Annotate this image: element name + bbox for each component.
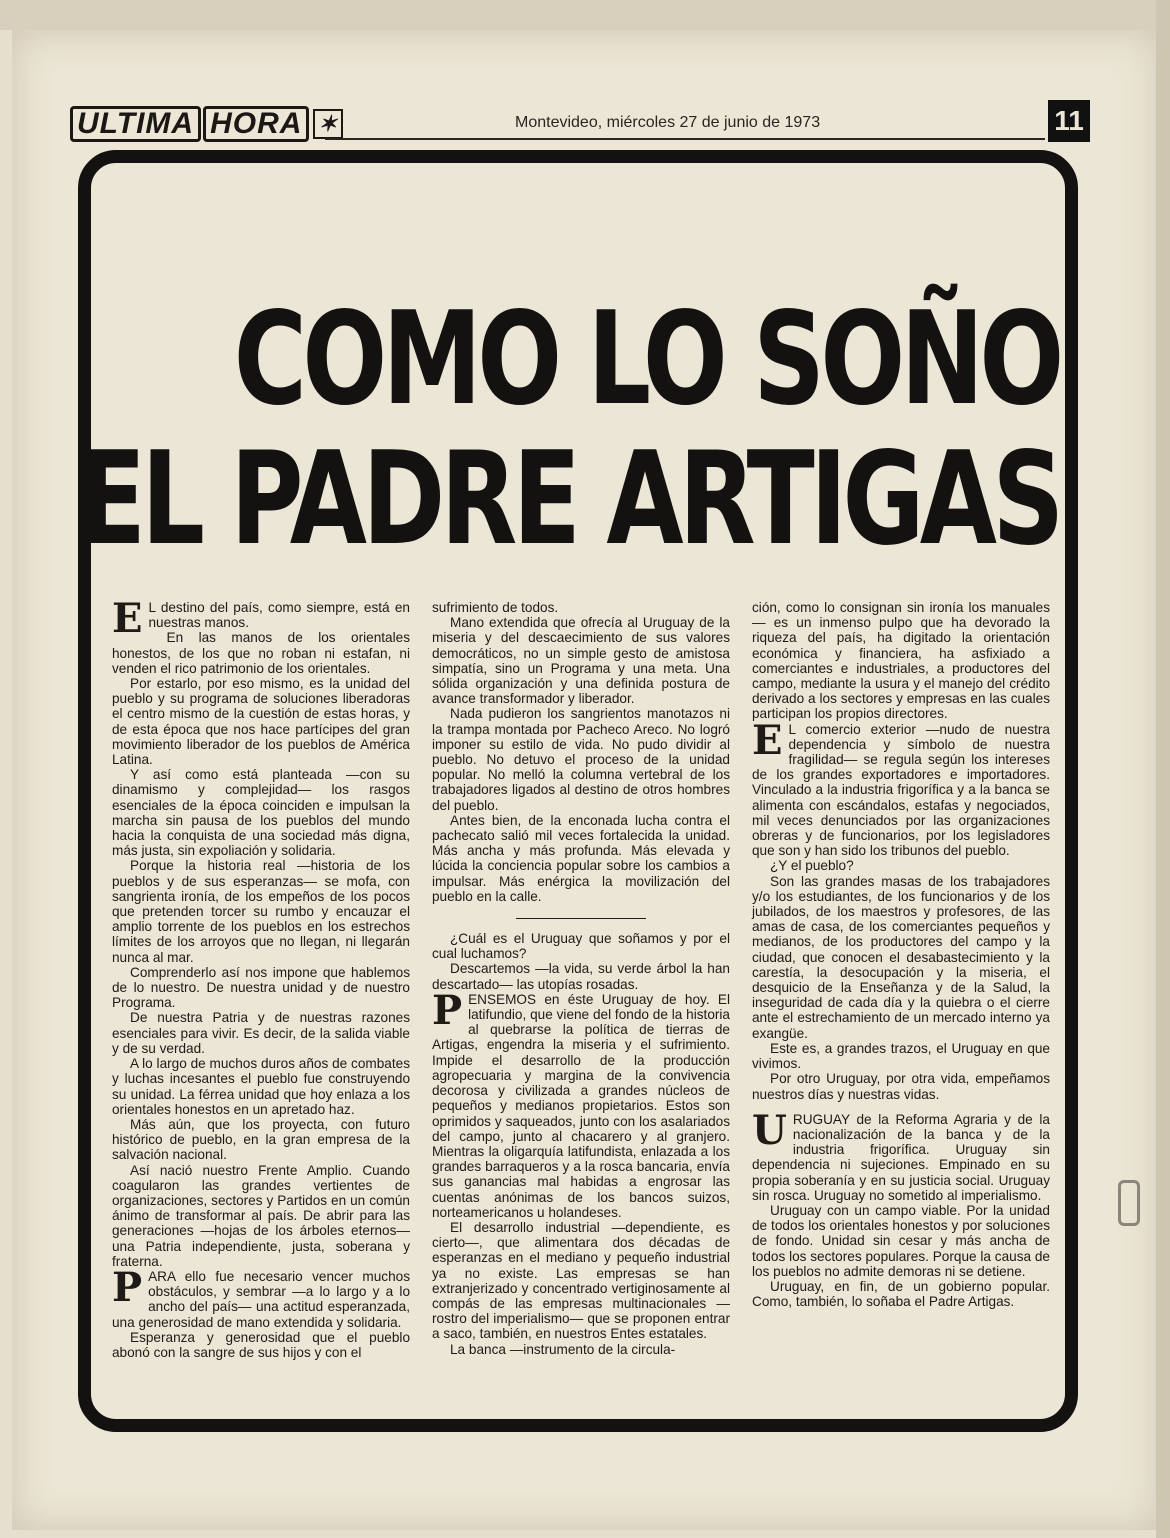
paragraph: Esperanza y generosidad que el pueblo abonó con la sangre de sus hijos y con el: [112, 1329, 410, 1360]
section-separator: [516, 918, 646, 919]
logo-star-icon: ✶: [313, 109, 342, 139]
page-number: 11: [1048, 100, 1090, 142]
paragraph: Porque la historia real —historia de los pueblos y de sus esperanzas— se mofa, con sangrienta ironía, de los empeños de los pocos que pretenden torcer su rumbo y encauzar el amplio torrente de los pueblos en los estrechos límites de los arroyos que no llegan, ni llegarán nunca al mar.: [112, 858, 410, 965]
paragraph: ¿Cuál es el Uruguay que soñamos y por el cual luchamos?: [432, 931, 730, 962]
paragraph: [432, 986, 730, 1220]
logo-word-hora: HORA: [203, 106, 309, 142]
column-1: [112, 595, 410, 1400]
paragraph: [112, 1263, 410, 1330]
article-body: [112, 595, 1052, 1400]
drop-cap: P: [432, 986, 463, 1034]
paragraph: Antes bien, de la enconada lucha contra el pachecato salió mil veces fortalecida la unidad. Más ancha y más profunda. Más elevada y lúcida la conciencia popular sobre los cambios a impulsar. Más enérgica la movilización del pueblo en la calle.: [432, 812, 730, 904]
paragraph: Son las grandes masas de los trabajadores y/o los estudiantes, de los funcionarios y de los jubilados, de los maestros y profesores, de las amas de casa, de los comerciantes pequeños y medianos, de los productores del campo y la ciudad, que conocen el desabastecimiento y la carestía, la desocupación y la miseria, el desquicio de la Enseñanza y de la Salud, la inseguridad de cada día y la quiebra o el cierre ante el estrechamiento de un mercado interno ya exangüe.: [752, 873, 1050, 1041]
paragraph: Mano extendida que ofrecía al Uruguay de la miseria y del descaecimiento de sus valores democráticos, no un simple gesto de amistosa simpatía, sino un Programa y una meta. Una sólida organización y una definida postura de avance transformador y liberador.: [432, 615, 730, 707]
headline-line-2: EL PADRE ARTIGAS: [78, 425, 1060, 574]
column-3: [752, 600, 1050, 1400]
paper-right-edge: [1156, 0, 1170, 1538]
paragraph: [752, 1106, 1050, 1203]
paragraph: Uruguay con un campo viable. Por la unidad de todos los orientales honestos y por soluciones de fondo. Unidad sin cesar y más ancha de todos los sectores populares. Porque la causa de los pueblos no admite demoras ni se detiene.: [752, 1202, 1050, 1279]
masthead: [70, 100, 1090, 146]
paragraph: Y así como está planteada —con su dinamismo y complejidad— los rasgos esenciales de la época coinciden e impulsan la marcha sin pausa de los pueblos del mundo hacia la conquista de una sociedad más digna, más justa, sin expoliación y solidaria.: [112, 767, 410, 859]
paragraph: sufrimiento de todos.: [432, 600, 559, 615]
headline: [78, 285, 1060, 574]
paragraph: A lo largo de muchos duros años de combates y luchas incesantes el pueblo fue construyendo su unidad. La férrea unidad que hoy enlaza a los orientales honestos en un apretado haz.: [112, 1056, 410, 1117]
newspaper-logo: [70, 106, 343, 142]
drop-cap: P: [112, 1263, 143, 1311]
drop-cap: E: [752, 716, 783, 764]
paragraph: Más aún, que los proyecta, con futuro histórico de pueblo, en la gran empresa de la salvación nacional.: [112, 1116, 410, 1163]
paragraph: Descartemos —la vida, su verde árbol la han descartado— las utopías rosadas.: [432, 961, 730, 992]
masthead-rule: [325, 138, 1045, 140]
paper-top-edge: [0, 0, 1170, 30]
paragraph: Este es, a grandes trazos, el Uruguay en que vivimos.: [752, 1040, 1050, 1072]
column-2: [432, 600, 730, 1400]
paragraph: El desarrollo industrial —dependiente, es cierto—, que alimentara dos décadas de esperanzas en el mediano y pequeño industrial ya no existe. Las empresas se han extranjerizado y concentrado vertiginosamente al compás de las empresas multinacionales —rostro del imperialismo— que se proponen entrar a saco, también, en nuestros Entes estatales.: [432, 1219, 730, 1342]
drop-cap: U: [752, 1106, 787, 1154]
paragraph: Uruguay, en fin, de un gobierno popular. Como, también, lo soñaba el Padre Artigas.: [752, 1278, 1050, 1310]
paragraph: Por estarlo, por eso mismo, es la unidad del pueblo y su programa de soluciones liberadoras el centro mismo de la cuestión de estas horas, y de esta época que nos hace partícipes del gran movimiento liberador de los pueblos de América Latina.: [112, 676, 410, 768]
paragraph-text: ENSEMOS en éste Uruguay de hoy. El latifundio, que viene del fondo de la historia al quebrarse la política de tierras de Artigas, engendra la miseria y el sufrimiento. Impide el desarrollo de la producción agropecuaria y margina de la convivencia decorosa y civilizada a grandes núcleos de pequeños y medianos propietarios. Estos son oprimidos y saqueados, junto con los asalariados del campo, junto al chacarero y al granjero. Mientras la oligarquía latifundista, enlazada a los grandes barraqueros y a la rosca bancaria, envía sus ganancias mal habidas a engrosar las cuentas anónimas de los bancos suizos, norteamericanos u holandeses.: [432, 991, 730, 1220]
paragraph: [752, 716, 1050, 859]
paragraph: La banca —instrumento de la circula-: [450, 1341, 676, 1357]
paragraph-text: L comercio exterior —nudo de nuestra dependencia y símbolo de nuestra fragilidad— se regula según los intereses de los grandes exportadores e importadores. Vinculado a la industria frigorífica y a la banca se alimenta con escándalos, estafas y negociados, mil veces denunciados por las organizaciones obreras y de funcionarios, por los legisladores que son y han sido los tribunos del pueblo.: [752, 721, 1050, 859]
paragraph: [112, 595, 410, 642]
paragraph-text: ARA ello fue necesario vencer muchos obstáculos, y sembrar —a lo largo y a lo ancho del país— una actitud esperanzada, una generosidad de mano extendida y solidaria.: [112, 1268, 410, 1330]
paragraph: Comprenderlo así nos impone que hablemos de lo nuestro. De nuestra unidad y de nuestro Programa.: [112, 964, 410, 1011]
headline-line-1: COMO LO SOÑO: [234, 285, 1060, 434]
paragraph: ción, como lo consignan sin ironía los manuales— es un inmenso pulpo que ha devorado la riqueza del país, ha digitado la orientación económica y financiera, ha asfixiado a comerciantes e industriales, a productores del campo, mediante la usura y el manejo del crédito derivado a los sectores y empresas en las cuales participan los propios directores.: [752, 600, 1050, 722]
paragraph-text: RUGUAY de la Reforma Agraria y de la nacionalización de la banca y de la industria frigorífica. Uruguay sin dependencia ni sujeciones. Empinado en su propia soberanía y en su justicia social. Uruguay sin rosca. Uruguay no sometido al imperialismo.: [752, 1111, 1050, 1203]
paragraph-text: L destino del país, como siempre, está en nuestras manos.: [148, 600, 410, 631]
logo-word-ultima: ULTIMA: [70, 106, 201, 142]
paragraph: En las manos de los orientales honestos, de los que no roban ni estafan, ni venden el rico patrimonio de los orientales.: [112, 630, 410, 676]
spacer: [752, 1102, 1050, 1112]
paragraph: Así nació nuestro Frente Amplio. Cuando coagularon las grandes vertientes de organizaciones, sectores y Partidos en un común ánimo de transformar al país. De abrir para las generaciones —hojas de los árboles eternos— una Patria independiente, justa, soberana y fraterna.: [112, 1162, 410, 1269]
drop-cap: E: [112, 595, 143, 642]
paragraph: Nada pudieron los sangrientos manotazos ni la trampa montada por Pacheco Areco. No logró imponer su estilo de vida. No pudo dividir al pueblo. No detuvo el proceso de la unidad popular. No melló la columna vertebral de los trabajadores ligados al destino de otros hombres del pueblo.: [432, 706, 730, 813]
paragraph: Por otro Uruguay, por otra vida, empeñamos nuestros días y nuestras vidas.: [752, 1071, 1050, 1102]
staple-mark: [1118, 1180, 1140, 1226]
dateline: Montevideo, miércoles 27 de junio de 1973: [515, 114, 821, 131]
paragraph: De nuestra Patria y de nuestras razones esenciales para vivir. Es decir, de la salida viable y de su verdad.: [112, 1010, 410, 1056]
paragraph: ¿Y el pueblo?: [770, 858, 854, 874]
